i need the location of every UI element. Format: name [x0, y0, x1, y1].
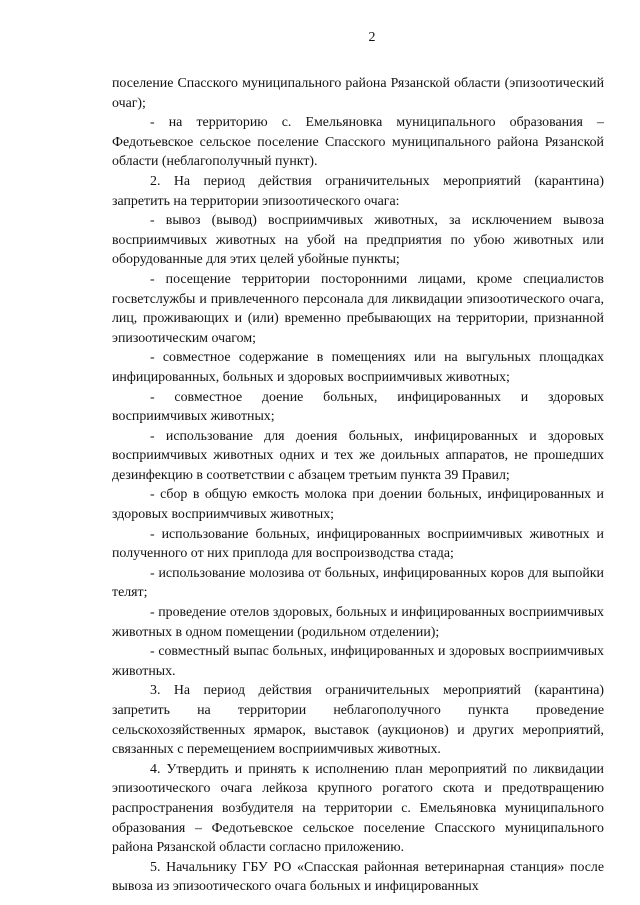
- paragraph-ban-joint-keeping: - совместное содержание в помещениях или на выгульных площадках инфицированных, больных и здоровых восприимчивых животных;: [112, 350, 604, 385]
- paragraph-item-4: 4. Утвердить и принять к исполнению план мероприятий по ликвидации эпизоотического очага лейкоза крупного рогатого скота и предотвращению распространения возбудителя на территории с. Емельяновка муниципального образования – Федотьевское сельское поселение Спасского муниципального района Рязанской области согласно приложению.: [112, 761, 604, 856]
- paragraph-ban-joint-milking: - совместное доение больных, инфицированных и здоровых восприимчивых животных;: [112, 389, 604, 425]
- paragraph-ban-shared-equipment: - использование для доения больных, инфицированных и здоровых восприимчивых животных одних и тех же доильных аппаратов, не прошедших дезинфекцию в соответствии с абзацем третьим пункта 39 Правил;: [112, 428, 604, 483]
- paragraph-ban-grazing: - совместный выпас больных, инфицированных и здоровых восприимчивых животных.: [112, 644, 604, 679]
- paragraph-ban-colostrum: - использование молозива от больных, инфицированных коров для выпойки телят;: [112, 565, 604, 601]
- paragraph-item-5: 5. Начальнику ГБУ РО «Спасская районная ветеринарная станция» после вывоза из эпизоотического очага больных и инфицированных: [112, 859, 604, 895]
- paragraph-territory-item: - на территорию с. Емельяновка муниципального образования – Федотьевское сельское поселение Спасского муниципального района Рязанской области (неблагополучный пункт).: [112, 115, 604, 170]
- paragraph-item-2: 2. На период действия ограничительных мероприятий (карантина) запретить на территории эпизоотического очага:: [112, 173, 604, 209]
- page-number: 2: [368, 30, 376, 45]
- paragraph-ban-calving: - проведение отелов здоровых, больных и инфицированных восприимчивых животных в одном помещении (родильном отделении);: [112, 605, 604, 640]
- paragraph-ban-visits: - посещение территории посторонними лицами, кроме специалистов госветслужбы и привлеченного персонала для ликвидации эпизоотического очага, лиц, проживающих и (или) временно пребывающих на территории, признанной эпизоотическим очагом;: [112, 271, 604, 346]
- paragraph-ban-export: - вывоз (вывод) восприимчивых животных, за исключением вывоза восприимчивых животных на убой на предприятия по убою животных или оборудованные для этих целей убойные пункты;: [112, 213, 604, 268]
- paragraph-ban-reproduction: - использование больных, инфицированных восприимчивых животных и полученного от них приплода для воспроизводства стада;: [112, 526, 604, 562]
- paragraph-item-3: 3. На период действия ограничительных мероприятий (карантина) запретить на территории неблагополучного пункта проведение сельскохозяйственных ярмарок, выставок (аукционов) и других мероприятий, связанных с перемещением восприимчивых животных.: [112, 683, 604, 758]
- paragraph-ban-milk-collection: - сбор в общую емкость молока при доении больных, инфицированных и здоровых восприимчивых животных;: [112, 487, 604, 523]
- paragraph-continuation: поселение Спасского муниципального района Рязанской области (эпизоотический очаг);: [112, 76, 604, 111]
